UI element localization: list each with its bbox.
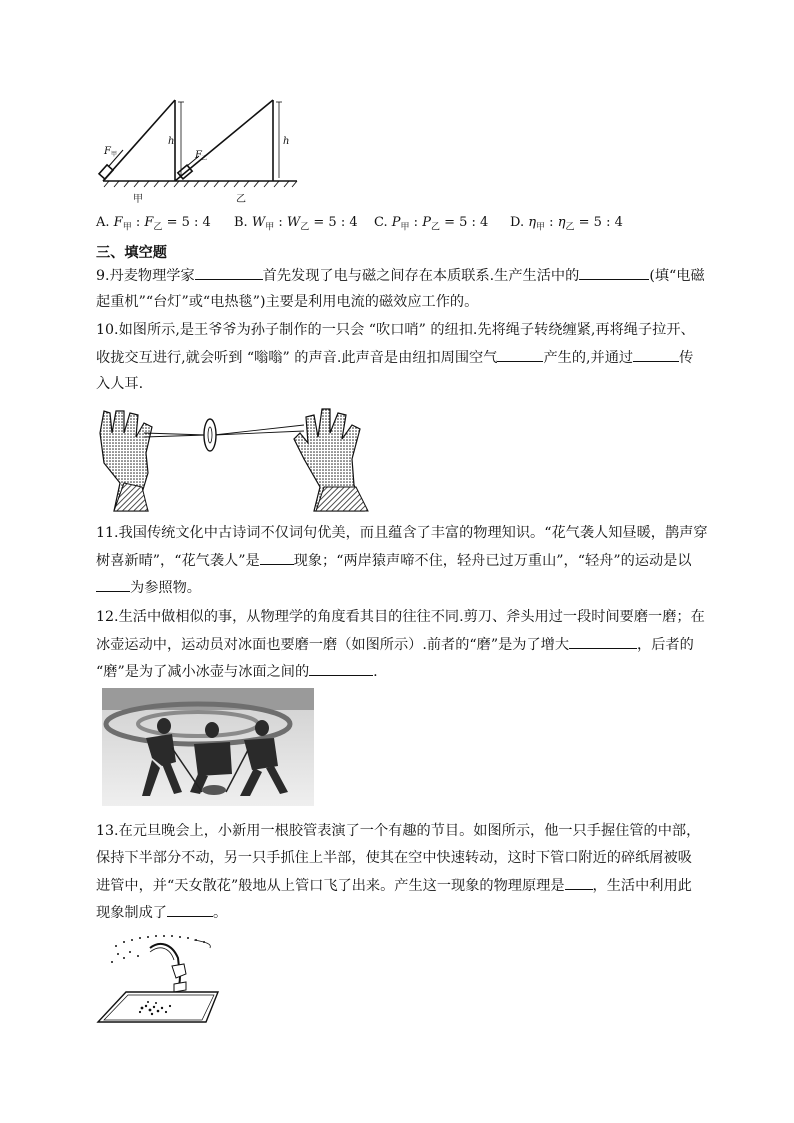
q11-blank-2[interactable]	[96, 577, 130, 592]
q10-blank-2[interactable]	[633, 347, 679, 362]
height-label-2: h	[283, 136, 290, 147]
q11-blank-1[interactable]	[260, 550, 294, 565]
incline-label-yi: 乙	[236, 194, 246, 205]
q13-blank-2[interactable]	[167, 902, 213, 917]
q13-line-2: 保持下半部分不动，另一只手抓住上半部，使其在空中快速转动，这时下管口附近的碎纸屑被吸	[96, 850, 692, 866]
incline-label-jia: 甲	[133, 194, 143, 205]
force-sub-jia: 甲	[111, 151, 118, 158]
q11-line-1: 11.我国传统文化中古诗词不仅词句优美，而且蕴含了丰富的物理知识。“花气袭人知昼暖，鹊声穿	[96, 525, 708, 541]
q10-blank-1[interactable]	[497, 347, 543, 362]
q12-line-1: 12.生活中做相似的事，从物理学的角度看其目的往往不同.剪刀、斧头用过一段时间要磨一磨；在	[96, 609, 705, 625]
q11-line-3: 为参照物。	[96, 577, 706, 598]
option-b[interactable]: B. $W_甲$ : $W_乙 = 5$ : 4	[234, 215, 358, 233]
q12-blank-1[interactable]	[569, 634, 637, 649]
option-c[interactable]: C. $P_甲$ : $P_乙 = 5$ : 4	[374, 215, 489, 233]
height-label-1: h	[168, 136, 175, 147]
q11-line-2: 树喜新晴”，“花气袭人”是 现象；“两岸猿声啼不住，轻舟已过万重山”，“轻舟”的运动是以	[96, 550, 706, 571]
force-sub-yi: 乙	[201, 155, 208, 162]
option-d[interactable]: D. $\eta_甲$ : $\eta_乙 = 5$ : 4	[510, 215, 623, 233]
q10-line-3: 入人耳.	[96, 376, 144, 392]
spinning-tube-figure	[94, 928, 254, 1028]
q12-line-3: “磨”是为了减小冰壶与冰面之间的 .	[96, 661, 706, 682]
q10-line-1: 10.如图所示,是王爷爷为孙子制作的一只会 “吹口哨” 的纽扣.先将绳子转绕缠紧,再将绳子拉开、	[96, 322, 695, 338]
q13-line-4: 现象制成了 。	[96, 902, 706, 923]
button-disk-icon	[204, 419, 216, 451]
q13-line-3: 进管中，并“天女散花”般地从上管口飞了出来。产生这一现象的物理原理是 ，生活中利用此	[96, 875, 706, 896]
q9-line-2: 起重机”“台灯”或“电热毯”)主要是利用电流的磁效应工作的。	[96, 294, 479, 310]
q13-line-1: 13.在元旦晚会上，小新用一根胶管表演了一个有趣的节目。如图所示，他一只手握住管的中部，	[96, 823, 701, 839]
q10-line-2: 收拢交互进行,就会听到 “嗡嗡” 的声音.此声音是由纽扣周围空气 产生的,并通过 传	[96, 347, 706, 368]
q12-line-2: 冰壶运动中，运动员对冰面也要磨一磨（如图所示）.前者的“磨”是为了增大 ，后者的	[96, 634, 706, 655]
incline-figure	[95, 92, 305, 208]
q13-blank-1[interactable]	[565, 875, 593, 890]
q9-line-1: 9.丹麦物理学家 首先发现了电与磁之间存在本质联系.生产生活中的 (填“电磁	[96, 265, 706, 286]
option-a[interactable]: A. $F_甲$ : $F_乙 = 5$ : 4	[96, 215, 211, 233]
q9-blank-2[interactable]	[579, 265, 649, 280]
button-whistle-figure	[94, 403, 384, 513]
section-heading: 三、填空题	[96, 245, 167, 261]
force-label-jia: F	[104, 146, 111, 157]
force-label-yi: F	[195, 150, 202, 161]
q9-blank-1[interactable]	[195, 265, 263, 280]
q12-blank-2[interactable]	[309, 661, 373, 676]
curling-photo	[102, 688, 314, 806]
